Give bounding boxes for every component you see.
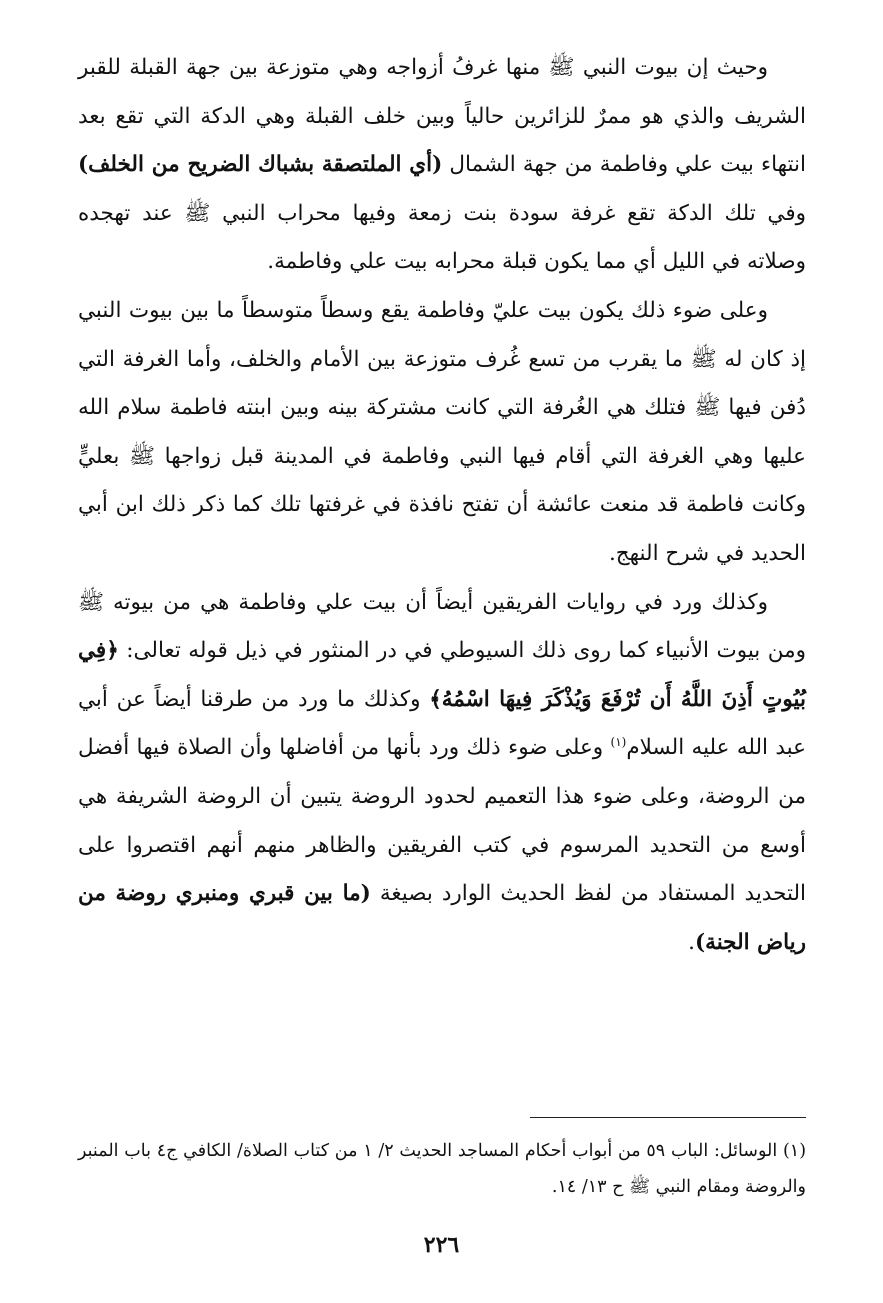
footnotes <box>78 1133 806 1205</box>
paragraph-3-text-d: . <box>688 929 695 955</box>
paragraph-1-bold: (أي الملتصقة بشباك الضريح من الخلف) <box>78 152 443 178</box>
paragraph-3-text-c: وعلى ضوء ذلك ورد بأنها من أفاضلها وأن الصلاة فيها أفضل من الروضة، وعلى ضوء هذا التعميم لحدود الروضة يتبين أن الروضة الشريفة هي أوسع من التحديد المرسوم في كتب الفريقين والظاهر منهم أنهم اقتصروا على التحديد المستفاد من لفظ الحديث الوارد بصيغة <box>78 735 806 907</box>
footnote-separator <box>530 1117 806 1118</box>
footnote-reference: (١) <box>610 735 627 750</box>
footnote-1: (١) الوسائل: الباب ٥٩ من أبواب أحكام المساجد الحديث ٢/ ١ من كتاب الصلاة/ الكافي ج٤ باب المنبر والروضة ومقام النبي ﷺ ح ١٣/ ١٤. <box>78 1141 807 1197</box>
page-body <box>78 44 806 967</box>
paragraph-1 <box>78 44 806 287</box>
paragraph-1-text-a: وحيث إن بيوت النبي ﷺ منها غرفُ أزواجه وهي متوزعة بين جهة القبلة للقبر الشريف والذي هو ممرٌ للزائرين حالياً وبين خلف القبلة وهي الدكة التي تقع بعد انتهاء بيت علي وفاطمة من جهة الشمال <box>78 55 806 178</box>
page-number: ٢٢٦ <box>423 1232 460 1258</box>
paragraph-1-text-b: وفي تلك الدكة تقع غرفة سودة بنت زمعة وفيها محراب النبي ﷺ عند تهجده وصلاته في الليل أي مما يكون قبلة محرابه بيت علي وفاطمة. <box>78 200 806 275</box>
quran-quote: ﴿فِي بُيُوتٍ أَذِنَ اللَّهُ أَن تُرْفَعَ وَيُذْكَرَ فِيهَا اسْمُهُ﴾ <box>78 638 806 712</box>
paragraph-3-text-b: وكذلك ما ورد من طرقنا أيضاً عن أبي عبد الله عليه السلام <box>78 686 806 761</box>
paragraph-3-text-a: وكذلك ورد في روايات الفريقين أيضاً أن بيت علي وفاطمة هي من بيوته ﷺ ومن بيوت الأنبياء كما روى ذلك السيوطي في در المنثور في ذيل قوله تعالى: <box>78 589 806 664</box>
paragraph-2-text: وعلى ضوء ذلك يكون بيت عليّ وفاطمة يقع وسطاً متوسطاً ما بين بيوت النبي إذ كان له ﷺ ما يقرب من تسع غُرف متوزعة بين الأمام والخلف، وأما الغرفة التي دُفن فيها ﷺ فتلك هي الغُرفة التي كانت مشتركة بينه وبين ابنته فاطمة سلام الله عليها وهي الغرفة التي أقام فيها النبي وفاطمة في المدينة قبل زواجها ﷺ بعليٍّ وكانت فاطمة قد منعت عائشة أن تفتح نافذة في غرفتها تلك كما ذكر ذلك ابن أبي الحديد في شرح النهج. <box>78 297 806 566</box>
paragraph-2 <box>78 287 806 579</box>
paragraph-3-bold: (ما بين قبري ومنبري روضة من رياض الجنة) <box>78 881 806 955</box>
paragraph-3 <box>78 579 806 968</box>
